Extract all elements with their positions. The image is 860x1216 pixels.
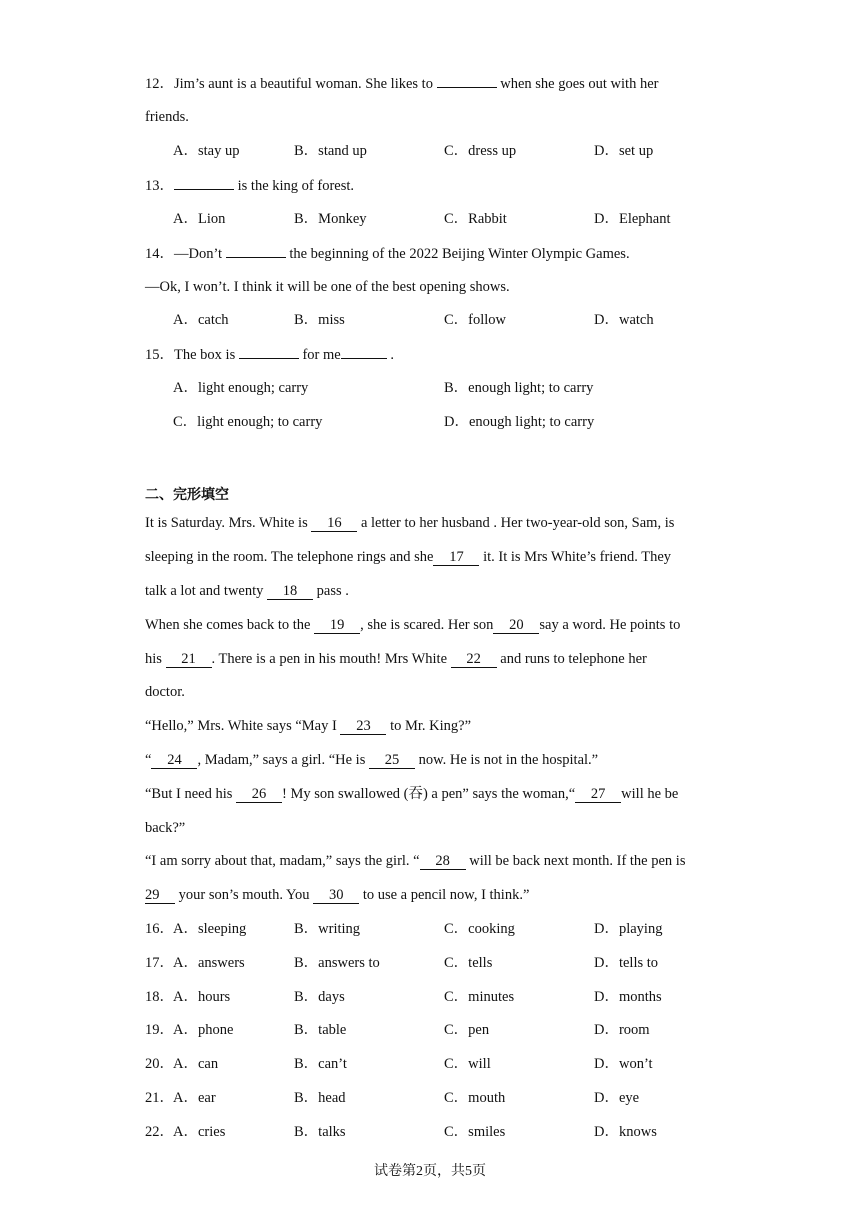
q20-option-c[interactable]: C．will [444,1056,491,1072]
q16-option-d[interactable]: D．playing [594,921,663,937]
text: is the king of forest. [234,178,355,194]
q15-option-d[interactable]: D．enough light; to carry [444,414,595,430]
passage-line: back?” [145,820,186,836]
q13-option-d[interactable]: D．Elephant [594,211,671,227]
q21-option-a[interactable]: A．ear [173,1090,216,1106]
q19-option-d[interactable]: D．room [594,1022,650,1038]
cloze-row-19: 19． [145,1022,174,1038]
q16-option-b[interactable]: B．writing [294,921,361,937]
q22-option-b[interactable]: B．talks [294,1124,346,1140]
passage-line [145,885,529,905]
q20-option-d[interactable]: D．won’t [594,1056,653,1072]
text: 12．Jim’s aunt is a beautiful woman. She likes to [145,76,437,92]
blank-17: 17 [433,549,479,566]
text: to Mr. King?” [386,718,472,734]
blank-16: 16 [311,515,357,532]
text: talk a lot and twenty [145,583,268,599]
text: for me [298,347,341,363]
q14-option-b[interactable]: B．miss [294,312,345,328]
q18-option-d[interactable]: D．months [594,989,662,1005]
q12-option-a[interactable]: A．stay up [173,143,240,159]
blank-21: 21 [166,651,212,668]
text: 15．The box is [145,347,239,363]
text: a letter to her husband . Her two-year-old son, Sam, is [357,515,675,531]
q16-option-c[interactable]: C．cooking [444,921,515,937]
text: will be back next month. If the pen is [465,853,686,869]
cloze-row-17: 17． [145,955,174,971]
text: . [386,347,394,363]
text: now. He is not in the hospital.” [414,752,599,768]
answer-blank [437,73,497,88]
page-footer: 试卷第2页，共5页 [374,1164,486,1179]
answer-blank [341,344,387,359]
passage-line: doctor. [145,684,185,700]
answer-blank [226,243,286,258]
blank-19: 19 [314,617,360,634]
q13-option-c[interactable]: C．Rabbit [444,211,507,227]
blank-18: 18 [267,583,313,600]
text: . There is a pen in his mouth! Mrs White [211,651,451,667]
q15-option-c[interactable]: C．light enough; to carry [173,414,323,430]
q22-option-c[interactable]: C．smiles [444,1124,506,1140]
q13-option-a[interactable]: A．Lion [173,211,226,227]
question-15-stem [145,344,394,365]
cloze-row-20: 20． [145,1056,174,1072]
q19-option-a[interactable]: A．phone [173,1022,234,1038]
cloze-row-21: 21． [145,1090,174,1106]
question-14-stem [145,243,630,264]
passage-line [145,649,647,669]
q17-option-a[interactable]: A．answers [173,955,245,971]
q18-option-c[interactable]: C．minutes [444,989,515,1005]
passage-line [145,851,685,871]
passage-line [145,513,674,533]
question-12-stem-cont: friends. [145,109,189,125]
text: when she goes out with her [496,76,659,92]
passage-line [145,547,671,567]
q12-option-d[interactable]: D．set up [594,143,654,159]
section-title: 二、完形填空 [145,487,229,503]
blank-24: 24 [151,752,197,769]
q17-option-c[interactable]: C．tells [444,955,493,971]
q18-option-b[interactable]: B．days [294,989,345,1005]
q16-option-a[interactable]: A．sleeping [173,921,247,937]
blank-27: 27 [575,786,621,803]
q15-option-b[interactable]: B．enough light; to carry [444,380,594,396]
q19-option-c[interactable]: C．pen [444,1022,490,1038]
text: to use a pencil now, I think.” [359,887,530,903]
q12-option-b[interactable]: B．stand up [294,143,367,159]
cloze-row-18: 18． [145,989,174,1005]
cloze-row-22: 22． [145,1124,174,1140]
text: pass . [313,583,349,599]
text: it. It is Mrs White’s friend. They [479,549,672,565]
passage-line [145,750,598,770]
text: “But I need his [145,786,237,802]
text: say a word. He points to [539,617,681,633]
question-13-stem [145,175,354,196]
answer-blank [174,175,234,190]
text: , Madam,” says a girl. “He is [197,752,369,768]
text: sleeping in the room. The telephone rings and she [145,549,434,565]
q14-option-d[interactable]: D．watch [594,312,654,328]
text: ! My son swallowed (吞) a pen” says the woman,“ [282,786,576,802]
text: the beginning of the 2022 Beijing Winter Olympic Games. [285,246,630,262]
q22-option-d[interactable]: D．knows [594,1124,657,1140]
question-14-reply: —Ok, I won’t. I think it will be one of the best opening shows. [145,279,510,295]
q19-option-b[interactable]: B．table [294,1022,347,1038]
q21-option-b[interactable]: B．head [294,1090,346,1106]
text: “Hello,” Mrs. White says “May I [145,718,341,734]
text: 14．—Don’t [145,246,226,262]
text: It is Saturday. Mrs. White is [145,515,312,531]
blank-22: 22 [451,651,497,668]
text: 13． [145,178,174,194]
answer-blank [239,344,299,359]
q13-option-b[interactable]: B．Monkey [294,211,367,227]
question-12-stem [145,73,658,94]
q12-option-c[interactable]: C．dress up [444,143,517,159]
q20-option-b[interactable]: B．can’t [294,1056,347,1072]
q14-option-c[interactable]: C．follow [444,312,507,328]
blank-29: 29 [145,887,175,904]
text: “ [145,752,152,768]
blank-26: 26 [236,786,282,803]
blank-30: 30 [313,887,359,904]
q21-option-d[interactable]: D．eye [594,1090,640,1106]
blank-25: 25 [369,752,415,769]
text: your son’s mouth. You [175,887,314,903]
text: will he be [621,786,679,802]
passage-line [145,784,678,804]
q14-option-a[interactable]: A．catch [173,312,229,328]
text: “I am sorry about that, madam,” says the girl. “ [145,853,420,869]
blank-23: 23 [340,718,386,735]
q17-option-d[interactable]: D．tells to [594,955,659,971]
q22-option-a[interactable]: A．cries [173,1124,226,1140]
blank-20: 20 [493,617,539,634]
q17-option-b[interactable]: B．answers to [294,955,380,971]
text: When she comes back to the [145,617,315,633]
q20-option-a[interactable]: A．can [173,1056,219,1072]
blank-28: 28 [420,853,466,870]
q21-option-c[interactable]: C．mouth [444,1090,506,1106]
text: , she is scared. Her son [360,617,494,633]
text: his [145,651,166,667]
q18-option-a[interactable]: A．hours [173,989,231,1005]
text: and runs to telephone her [496,651,647,667]
passage-line [145,581,349,601]
passage-line [145,615,680,635]
q15-option-a[interactable]: A．light enough; carry [173,380,309,396]
cloze-row-16: 16． [145,921,174,937]
passage-line [145,716,471,736]
